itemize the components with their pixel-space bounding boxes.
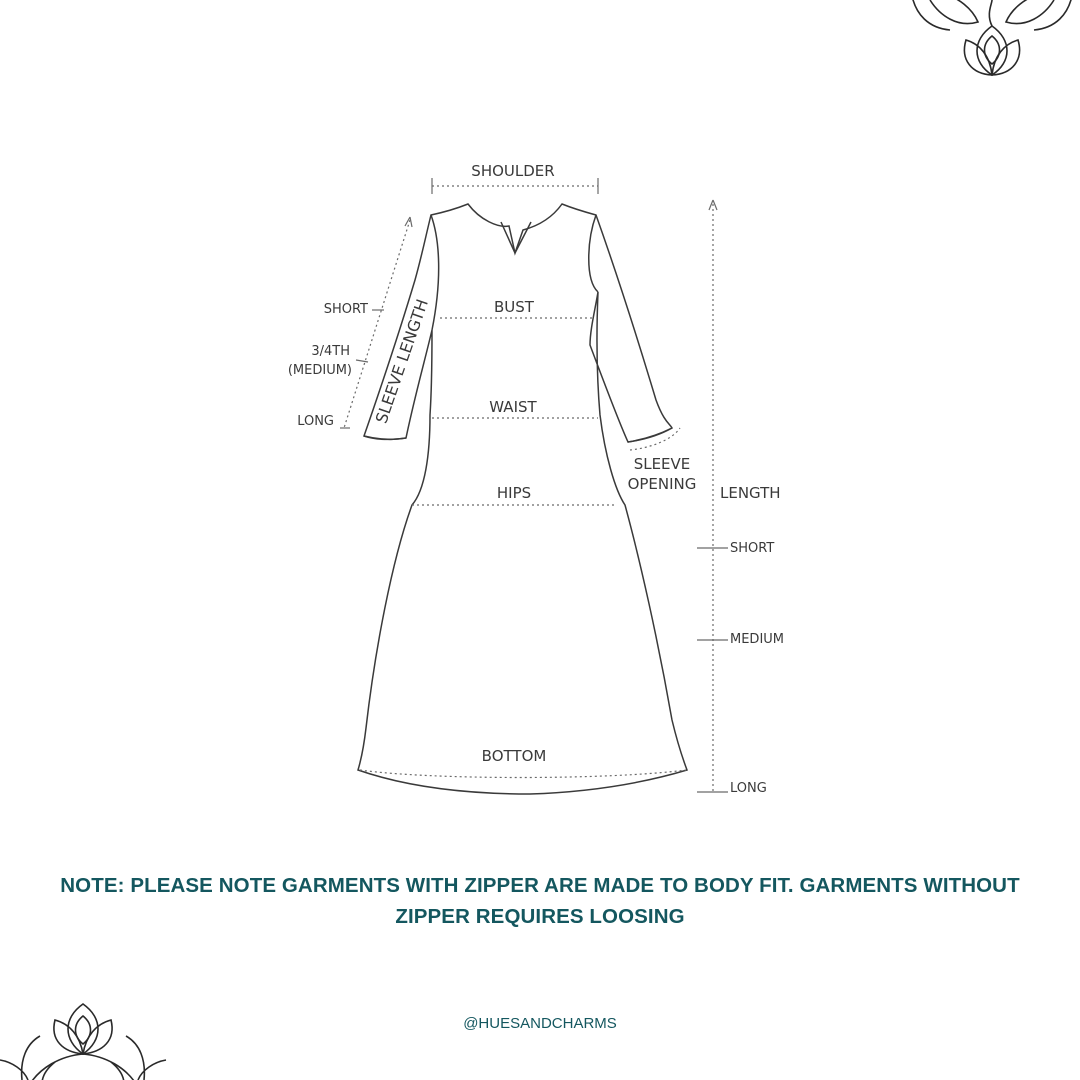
left-armhole: [431, 215, 439, 330]
sleeve-length-label: SLEEVE LENGTH: [371, 296, 432, 426]
sleeve-opening-label-line1: SLEEVE: [633, 455, 691, 473]
bust-label: BUST: [494, 298, 534, 316]
lotus-ornament-icon: [912, 0, 1072, 75]
fit-note: NOTE: PLEASE NOTE GARMENTS WITH ZIPPER ARE MADE TO BODY FIT. GARMENTS WITHOUT ZIPPER REQUIRES LOOSING: [60, 874, 1020, 928]
sleeve-medium-label-line2: (MEDIUM): [287, 363, 352, 378]
sleeve-short-label: SHORT: [323, 302, 368, 317]
length-long-label: LONG: [730, 781, 767, 796]
sleeve-opening-label-line2: OPENING: [627, 475, 697, 493]
bottom-measure-line: [360, 770, 686, 778]
left-cuff-seam: [364, 436, 406, 439]
length-label: LENGTH: [720, 484, 781, 502]
right-armhole: [589, 215, 598, 292]
length-short-label: SHORT: [730, 541, 775, 556]
waist-label: WAIST: [489, 398, 537, 416]
hips-label: HIPS: [496, 484, 532, 502]
sleeve-opening-measure-line: [630, 428, 680, 450]
length-medium-label: MEDIUM: [730, 632, 785, 647]
social-handle: @HUESANDCHARMS: [463, 1015, 617, 1032]
shoulder-label: SHOULDER: [471, 162, 555, 180]
sleeve-medium-label-line1: 3/4TH: [311, 344, 350, 359]
sleeve-medium-tick: [356, 360, 368, 362]
sleeve-long-label: LONG: [297, 414, 334, 429]
bottom-label: BOTTOM: [481, 747, 547, 765]
